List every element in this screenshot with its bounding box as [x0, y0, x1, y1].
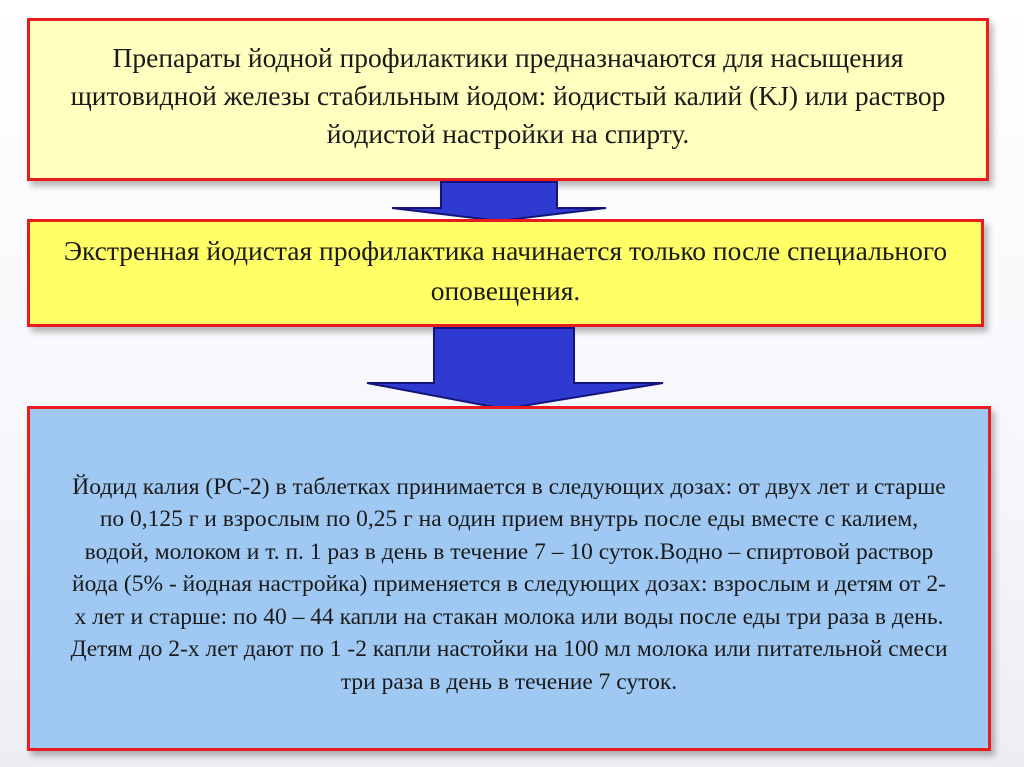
- step-box-2: [27, 219, 984, 327]
- down-arrow-icon: [360, 327, 670, 411]
- step-3-text: Йодид калия (РС-2) в таблетках принимается в следующих дозах: от двух лет и старше по 0,125 г и взрослым по 0,25 г на один прием внутрь после еды вместе с калием, водой, молоком и т. п. 1 раз в день в течение 7 – 10 суток.Водно – спиртовой раствор йода (5% - йодная настройка) применяется в следующих дозах: взрослым и детям от 2-х лет и старше: по 40 – 44 капли на стакан молока или воды после еды три раза в день. Детям до 2-х лет дают по 1 -2 капли настойки на 100 мл молока или питательной смеси три раза в день в течение 7 суток.: [70, 473, 948, 695]
- step-box-1: [27, 18, 989, 181]
- step-2-text: Экстренная йодистая профилактика начинается только после специального оповещения.: [63, 235, 948, 306]
- step-1-text: Препараты йодной профилактики предназначаются для насыщения щитовидной железы стабильным йодом: йодистый калий (KJ) или раствор йодистой настройки на спирту.: [70, 41, 946, 149]
- down-arrow-icon: [388, 181, 610, 223]
- step-box-3: [27, 406, 991, 751]
